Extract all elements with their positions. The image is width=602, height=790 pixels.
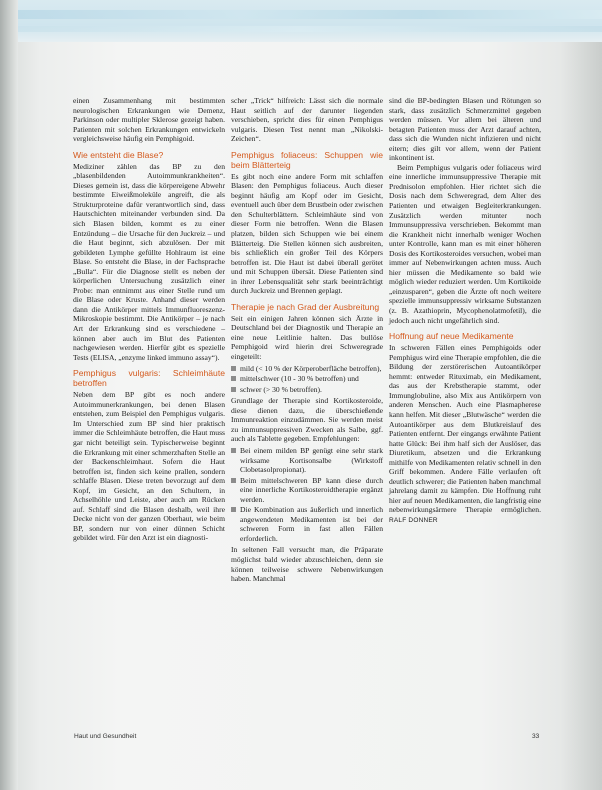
list-item bbox=[231, 364, 383, 374]
paragraph bbox=[389, 343, 541, 525]
square-bullet-icon bbox=[231, 448, 236, 453]
list-item-text: Beim mittelschweren BP kann diese durch eine innerliche Kortikosteroidtherapie ergänzt werden. bbox=[240, 475, 383, 504]
paragraph: Grundlage der Therapie sind Kortikosteroide, diese dienen dazu, die überschießende Immunreaktion einzudämmen. Sie werden meist zu immunsuppressiven Zwecken als Salbe, ggf. auch als Tablette gegeben. Empfehlungen: bbox=[231, 396, 383, 444]
section-heading: Therapie je nach Grad der Ausbreitung bbox=[231, 301, 380, 312]
section-heading: Pemphigus vulgaris: Schleimhäute betroffen bbox=[73, 368, 225, 389]
paragraph: einen Zusammenhang mit bestimmten neurologischen Erkrankungen wie Demenz, Parkinson oder multipler Sklerose gezeigt haben. Patienten mit solchen Erkrankungen entwickeln vergleichsweise häufig ein Pemphigoid. bbox=[73, 96, 225, 144]
footer-publication: Haut und Gesundheit bbox=[74, 733, 137, 740]
page-number: 33 bbox=[532, 733, 540, 740]
list-item-text: mittelschwer (10 - 30 % betroffen) und bbox=[240, 374, 359, 384]
top-decorative-band bbox=[0, 0, 602, 42]
paragraph: Beim Pemphigus vulgaris oder foliaceus wird eine innerliche immunsuppressive Therapie mit Prednisolon empfohlen. Hier richtet sich die Dosis nach dem Schweregrad, dem Alter des Patienten und etwaigen Begleiterkrankungen. Zusätzlich werden mitunter noch Immunsuppressiva verschrieben. Bekommt man die Krankheit nicht innerhalb weniger Wochen unter Kontrolle, kann man es mit einer höheren Dosis des Kortikosteroides versuchen, wobei man immer auf Nebenwirkungen achten muss. Auch hier müssen die Medikamente so bald wie möglich wieder reduziert werden. Um Kortikoide „einzusparen“, geben die Ärzte oft noch weitere spezielle immunsuppressiv wirksame Substanzen (z. B. Azathioprin, Mycophenolatmofetil), die jedoch auch nicht ungefährlich sind. bbox=[389, 162, 541, 325]
list-item-text: mild (< 10 % der Körperoberfläche betroffen), bbox=[240, 363, 382, 373]
paragraph: In seltenen Fall versucht man, die Präparate möglichst bald wieder abzuschleichen, denn sie können teilweise schwere Nebenwirkungen haben. Manchmal bbox=[231, 545, 383, 584]
paragraph: Neben dem BP gibt es noch andere Autoimmunerkrankungen, bei denen Blasen entstehen, zum Beispiel den Pemphigus vulgaris. Im Unterschied zum BP sind hier praktisch immer die Schleimhäute betroffen, die Haut muss gar nicht beteiligt sein. Typischerweise beginnt die Erkrankung mit einer schmerzhaften Stelle an der Backenschleimhaut. Sofern die Haut betroffen ist, finden sich keine prallen, sondern schlaffe Blasen. Diese treten bevorzugt auf dem Kopf, im Gesicht, an den Schultern, in Achselhöhle und Leiste, aber auch am Rücken auf. Schlaff sind die Blasen deshalb, weil ihre Decke nicht von der ganzen Oberhaut, wie beim BP, sondern nur von einer dünnen Schicht gebildet wird. Für den Arzt ist ein diagnosti- bbox=[73, 390, 225, 543]
paragraph: scher „Trick“ hilfreich: Lässt sich die normale Haut seitlich auf der darunter liegenden verschieben, spricht dies für einen Pemphigus vulgaris. Diesen Test nennt man „Nikolski-Zeichen“. bbox=[231, 96, 383, 144]
column-1 bbox=[73, 96, 225, 543]
book-spine-shadow bbox=[0, 0, 18, 790]
therapy-list bbox=[231, 446, 383, 543]
paragraph: Mediziner zählen das BP zu den „blasenbildenden Autoimmunkrankheiten“. Dieses gemein ist, dass die körpereigene Abwehr bestimmte Eiweißmoleküle angreift, die als Strukturproteine dafür verantwortlich sind, dass Hautschichten miteinander verbunden sind. Da sich Blasen bilden, kommt es zu einer Entzündung – die Ursache für den Juckreiz – und die Haut beginnt, sich abzulösen. Der mit gebildeten Lymphe gefüllte Hohlraum ist eine Blase. So entsteht die Blase, in der Fachsprache „Bulla“. Für die Diagnose stellt es neben der körperlichen Untersuchung zusätzlich einer Probe: man entnimmt aus einer Stelle rund um die Blase oder Kruste. Anhand dieser werden dann die Antikörper mittels Immunfluoreszenz-Mikroskopie bestimmt. Die Antikörper – je nach Art der Erkrankung sind es verschiedene – können aber auch im Blut des Patienten nachgewiesen werden. Hierfür gibt es spezielle Tests (ELISA, „enzyme linked immuno assay“). bbox=[73, 161, 225, 362]
section-heading: Wie entsteht die Blase? bbox=[73, 149, 164, 160]
column-2 bbox=[231, 96, 383, 584]
list-item-text: Die Kombination aus äußerlich und innerlich angewendeten Medikamenten ist bei der schweren Form in fast allen Fällen erforderlich. bbox=[240, 505, 383, 543]
paragraph-text: In schweren Fällen eines Pemphigoids oder Pemphigus wird eine Therapie empfohlen, die die Bildung der zerstörerischen Autoantikörper hemmt: entweder Rituximab, ein Medikament, das aus der Krebstherapie stammt, oder Immunglobuline, also Mix aus Antikörpern von anderen Menschen. Auch eine Plasmapherese kann helfen. Mit dieser „Blutwäsche“ werden die Autoantikörper aus dem Blutkreislauf des Patienten entfernt. Der eingangs erwähnte Patient hatte Glück: Bei ihm half sich der Auslöser, das Diuretikum, absetzen und die Erkrankung mithilfe von Medikamenten relativ schnell in den Griff bekommen. Andere Fälle verlaufen oft deutlich schwerer; die Patienten haben manchmal jahrelang damit zu kämpfen. Die Hoffnung ruht hier auf neuen Medikamenten, die langfristig eine nebenwirkungsärmere Therapie ermöglichen. bbox=[389, 343, 541, 515]
square-bullet-icon bbox=[231, 387, 236, 392]
decorative-stripe bbox=[0, 26, 602, 32]
list-item bbox=[231, 374, 383, 384]
list-item bbox=[231, 446, 383, 475]
list-item-text: Bei einem milden BP genügt eine sehr stark wirksame Kortisonsalbe (Wirkstoff Clobetasolpropionat). bbox=[240, 445, 383, 475]
square-bullet-icon bbox=[231, 478, 236, 483]
list-item bbox=[231, 385, 383, 395]
section-heading: Pemphigus foliaceus: Schuppen wie beim Blätterteig bbox=[231, 149, 383, 170]
list-item bbox=[231, 476, 383, 505]
paragraph: Es gibt noch eine andere Form mit schlaffen Blasen: den Pemphigus foliaceus. Auch dieser beginnt häufig am Kopf oder im Gesicht, eventuell auch über dem Brustbein oder zwischen den Schulterblättern. Schleimhäute sind von dieser Form nie betroffen. Wenn die Blasen platzen, bilden sich Schuppen wie bei einem Blätterteig. Die Stellen können sich ausbreiten, bis schließlich ein großer Teil des Körpers betroffen ist. Die Haut ist dabei überall gerötet und mit Schuppen übersät. Diese Patienten sind in ihrer Lebensqualität sehr stark beeinträchtigt durch Juckreiz und Brennen geplagt. bbox=[231, 171, 383, 296]
list-item-text: schwer (> 30 % betroffen). bbox=[240, 384, 322, 394]
square-bullet-icon bbox=[231, 507, 236, 512]
decorative-stripe bbox=[0, 10, 602, 19]
paragraph: Seit ein einigen Jahren können sich Ärzte in Deutschland bei der Diagnostik und Therapie an eine neue Leitlinie halten. Das bullöse Pemphigoid wird hierin drei Schweregrade eingeteilt: bbox=[231, 313, 383, 362]
column-3 bbox=[389, 96, 541, 526]
paragraph: sind die BP-bedingten Blasen und Rötungen so stark, dass zusätzlich Schmerzmittel gegeben werden müssen. Vor allem bei älteren und betagten Patienten muss der Arzt darauf achten, dass sich die Wunden nicht infizieren und nicht eitern; dies gilt vor allem, wenn der Patient inkontinent ist. bbox=[389, 96, 541, 163]
list-item bbox=[231, 505, 383, 543]
section-heading: Hoffnung auf neue Medikamente bbox=[389, 331, 514, 342]
severity-list bbox=[231, 364, 383, 395]
square-bullet-icon bbox=[231, 366, 236, 371]
square-bullet-icon bbox=[231, 376, 236, 381]
author-name: RALF DONNER bbox=[389, 516, 438, 524]
